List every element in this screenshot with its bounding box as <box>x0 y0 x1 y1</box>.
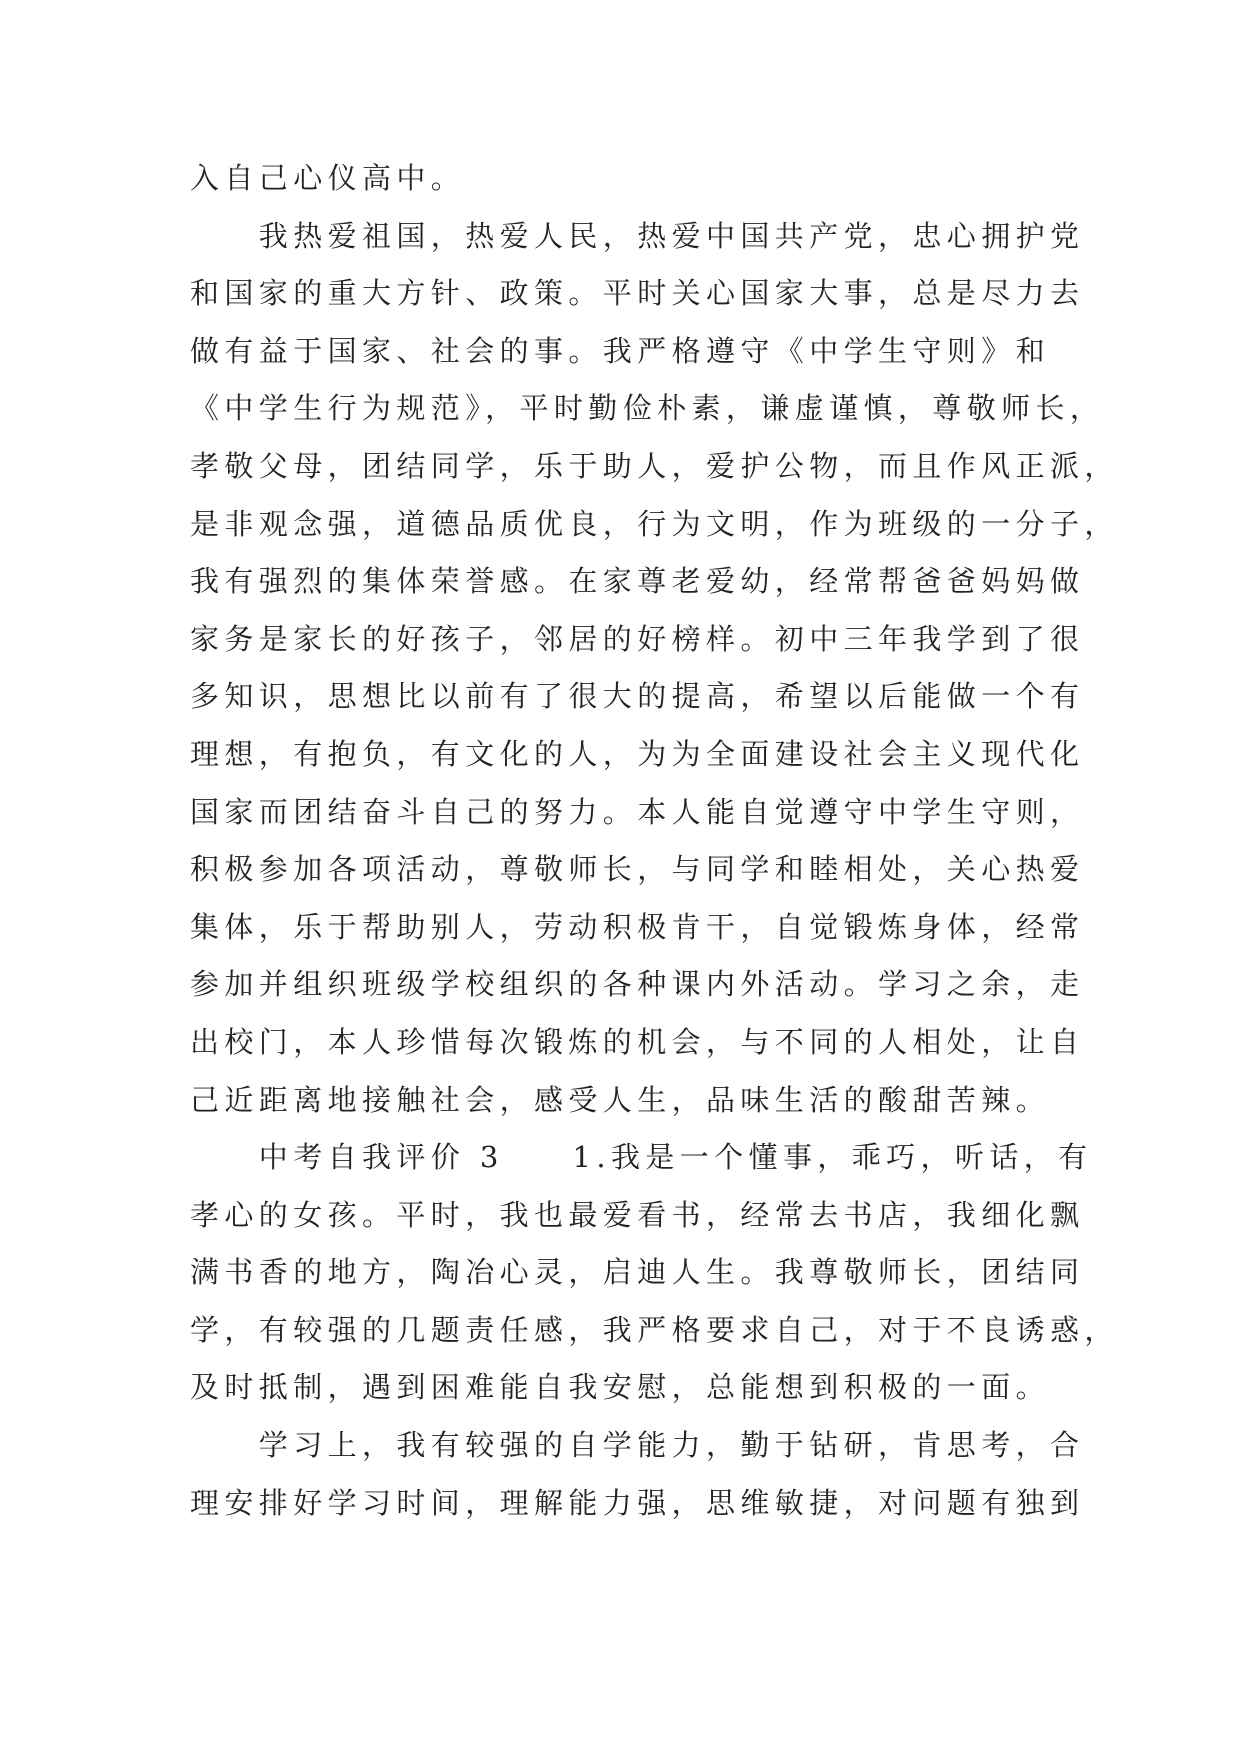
text-line: 多知识，思想比以前有了很大的提高，希望以后能做一个有 <box>190 679 1085 714</box>
text-line: 国家而团结奋斗自己的努力。本人能自觉遵守中学生守则， <box>190 794 1085 829</box>
text-line: 己近距离地接触社会，感受人生，品味生活的酸甜苦辣。 <box>190 1082 1051 1117</box>
text-line: 及时抵制，遇到困难能自我安慰，总能想到积极的一面。 <box>190 1370 1051 1405</box>
text-line: 理安排好学习时间，理解能力强，思维敏捷，对问题有独到 <box>190 1485 1085 1520</box>
text-line: 孝敬父母，团结同学，乐于助人，爱护公物，而且作风正派， <box>190 448 1119 483</box>
text-line: 《中学生行为规范》，平时勤俭朴素，谦虚谨慎，尊敬师长， <box>190 391 1105 426</box>
text-line: 参加并组织班级学校组织的各种课内外活动。学习之余，走 <box>190 967 1085 1002</box>
text-line: 学习上，我有较强的自学能力，勤于钻研，肯思考，合 <box>190 1428 1085 1463</box>
text-line: 集体，乐于帮助别人，劳动积极肯干，自觉锻炼身体，经常 <box>190 909 1085 944</box>
body-text <box>190 150 1119 1532</box>
text-line: 是非观念强，道德品质优良，行为文明，作为班级的一分子， <box>190 506 1119 541</box>
text-line: 积极参加各项活动，尊敬师长，与同学和睦相处，关心热爱 <box>190 852 1085 887</box>
text-line: 出校门，本人珍惜每次锻炼的机会，与不同的人相处，让自 <box>190 1024 1085 1059</box>
text-line: 学，有较强的几题责任感，我严格要求自己，对于不良诱惑， <box>190 1312 1119 1347</box>
text-line: 家务是家长的好孩子，邻居的好榜样。初中三年我学到了很 <box>190 621 1085 656</box>
text-line: 入自己心仪高中。 <box>190 161 466 195</box>
text-line: 和国家的重大方针、政策。平时关心国家大事，总是尽力去 <box>190 276 1085 311</box>
text-line: 我热爱祖国，热爱人民，热爱中国共产党，忠心拥护党 <box>190 218 1085 253</box>
text-line: 中考自我评价 3 1.我是一个懂事，乖巧，听话，有 <box>190 1140 1093 1175</box>
text-line: 做有益于国家、社会的事。我严格遵守《中学生守则》和 <box>190 333 1051 368</box>
text-line: 理想，有抱负，有文化的人，为为全面建设社会主义现代化 <box>190 736 1085 771</box>
text-line: 我有强烈的集体荣誉感。在家尊老爱幼，经常帮爸爸妈妈做 <box>190 564 1085 599</box>
text-line: 满书香的地方，陶冶心灵，启迪人生。我尊敬师长，团结同 <box>190 1255 1085 1290</box>
text-line: 孝心的女孩。平时，我也最爱看书，经常去书店，我细化飘 <box>190 1197 1085 1232</box>
